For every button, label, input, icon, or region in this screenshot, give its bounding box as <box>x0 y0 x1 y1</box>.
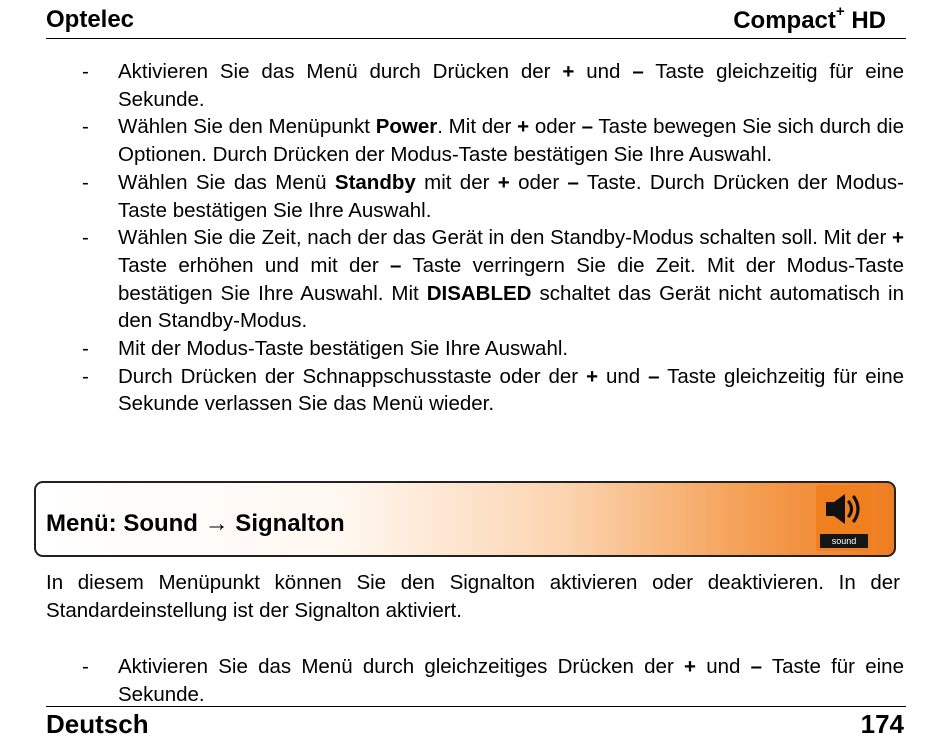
bold-term: + <box>684 655 696 678</box>
bold-term: – <box>632 60 644 83</box>
bold-term: + <box>562 60 575 83</box>
text-run: oder <box>529 115 582 139</box>
section-banner <box>34 481 896 557</box>
section-title: Menü: Sound → Signalton <box>46 510 345 537</box>
text-run: Taste erhöhen und mit der <box>118 253 390 277</box>
text-run: Taste. Durch Drücken der Modus-Taste bestätigen Sie Ihre Auswahl. <box>118 170 904 222</box>
bold-term: DISABLED <box>426 281 532 305</box>
intro-paragraph: In diesem Menüpunkt können Sie den Signalton aktivieren oder deaktivieren. In der Standardeinstellung ist der Signalton aktiviert. <box>46 571 900 622</box>
text-run: Wählen Sie das Menü <box>118 170 335 194</box>
text-run: Taste für eine Sekunde. <box>118 655 904 706</box>
text-run: und <box>695 655 751 678</box>
text-run: Taste gleichzeitig für eine Sekunde verlassen Sie das Menü wieder. <box>118 364 904 416</box>
list-item <box>46 169 904 224</box>
bold-term: – <box>389 253 402 277</box>
bullet-dash: - <box>82 655 89 678</box>
bullet-dash: - <box>82 170 89 194</box>
list-item <box>46 58 904 113</box>
text-run: und <box>574 60 633 83</box>
bold-term: + <box>497 170 510 194</box>
bold-term: + <box>517 115 530 139</box>
text-run: . Mit der <box>437 115 518 139</box>
text-run: Wählen Sie den Menüpunkt <box>118 115 376 139</box>
bullet-dash: - <box>82 60 89 83</box>
bold-term: Power <box>375 115 438 139</box>
sound-icon-label: sound <box>820 534 868 548</box>
text-run: Wählen Sie die Zeit, nach der das Gerät in den Standby-Modus schalten soll. Mit der <box>118 226 893 250</box>
standby-steps-list <box>46 58 904 418</box>
list-item <box>46 224 904 335</box>
list-item <box>46 653 904 708</box>
text-run: schaltet das Gerät nicht automatisch in den Standby-Modus. <box>118 281 904 333</box>
product-name-tail: HD <box>844 7 886 34</box>
text-run: Aktivieren Sie das Menü durch gleichzeitiges Drücken der <box>118 655 684 678</box>
text-run: Taste verringern Sie die Zeit. Mit der Modus-Taste bestätigen Sie Ihre Auswahl. Mit <box>118 253 904 305</box>
text-run: Taste bewegen Sie sich durch die Optionen. Durch Drücken der Modus-Taste bestätigen Sie Ihre Auswahl. <box>118 115 905 167</box>
page-number: 174 <box>860 709 904 739</box>
text-run: oder <box>509 170 568 194</box>
bold-term: – <box>581 115 594 139</box>
text-run: Aktivieren Sie das Menü durch Drücken der <box>118 60 563 83</box>
text-run: Mit der Modus-Taste bestätigen Sie Ihre Auswahl. <box>118 337 569 361</box>
speaker-icon <box>824 491 864 527</box>
bullet-dash: - <box>82 364 89 388</box>
product-name-main: Compact <box>733 7 836 34</box>
footer-language: Deutsch <box>46 709 149 739</box>
text-run: mit der <box>415 170 498 194</box>
list-item <box>46 335 904 363</box>
sound-menu-icon <box>816 485 872 551</box>
page-header <box>46 2 906 39</box>
product-name <box>733 3 886 35</box>
bold-term: Standby <box>334 170 416 194</box>
bullet-dash: - <box>82 226 89 250</box>
bold-term: – <box>750 655 763 678</box>
bold-term: – <box>567 170 579 194</box>
list-item <box>46 113 904 168</box>
sound-steps-list <box>46 653 904 708</box>
list-item <box>46 363 904 418</box>
brand-name: Optelec <box>46 6 135 33</box>
product-name-plus: + <box>835 3 845 20</box>
text-run: Durch Drücken der Schnappschusstaste oder der <box>118 364 587 388</box>
bold-term: + <box>892 226 904 250</box>
page-footer <box>46 706 906 740</box>
text-run: und <box>598 364 649 388</box>
bold-term: + <box>586 364 599 388</box>
bullet-dash: - <box>82 115 89 139</box>
text-run: Taste gleichzeitig für eine Sekunde. <box>118 60 904 111</box>
bullet-dash: - <box>82 337 89 361</box>
bold-term: – <box>648 364 660 388</box>
